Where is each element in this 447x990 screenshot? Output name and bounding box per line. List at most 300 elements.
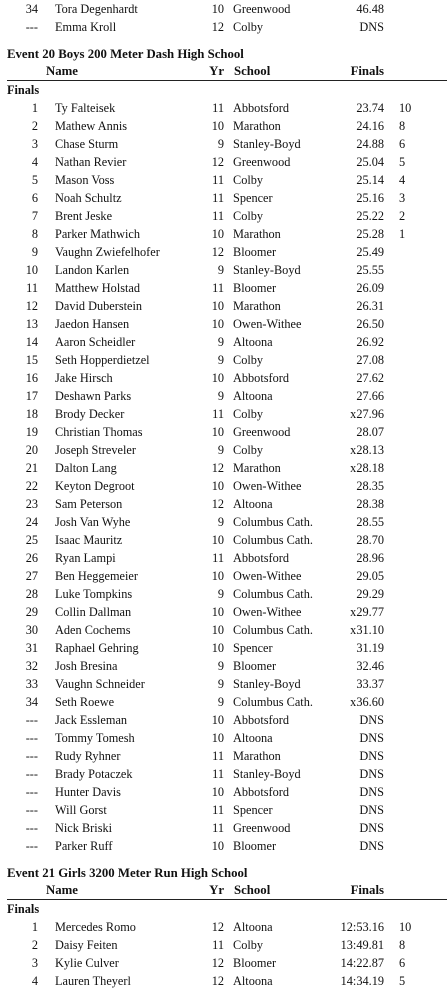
year-cell: 9 — [217, 659, 224, 673]
year-cell: 10 — [211, 227, 224, 241]
school-cell: Abbotsford — [233, 101, 290, 115]
athlete-name: Brady Potaczek — [55, 767, 133, 781]
result-row — [0, 261, 447, 279]
place-cell: 32 — [25, 659, 38, 673]
school-cell: Altoona — [233, 389, 273, 403]
athlete-name: Jake Hirsch — [55, 371, 113, 385]
year-cell: 10 — [211, 479, 224, 493]
result-row — [0, 621, 447, 639]
year-cell: 11 — [212, 101, 224, 115]
result-row — [0, 936, 447, 954]
result-row — [0, 333, 447, 351]
finals-time: x31.10 — [350, 623, 384, 637]
finals-time: 25.49 — [356, 245, 384, 259]
points-cell: 10 — [399, 920, 412, 934]
year-cell: 11 — [212, 551, 224, 565]
place-cell: 9 — [31, 245, 38, 259]
event-20-section-label — [0, 81, 447, 99]
year-cell: 11 — [212, 749, 224, 763]
school-cell: Stanley-Boyd — [233, 767, 301, 781]
result-row — [0, 783, 447, 801]
place-cell: 28 — [25, 587, 38, 601]
result-row — [0, 189, 447, 207]
finals-time: 28.96 — [356, 551, 384, 565]
place-cell: 3 — [31, 956, 38, 970]
year-cell: 12 — [211, 920, 224, 934]
place-cell: 24 — [25, 515, 38, 529]
school-cell: Altoona — [233, 920, 273, 934]
school-cell: Bloomer — [233, 839, 277, 853]
athlete-name: Seth Hopperdietzel — [55, 353, 150, 367]
school-cell: Bloomer — [233, 245, 277, 259]
year-cell: 9 — [217, 587, 224, 601]
place-cell: 2 — [31, 119, 38, 133]
finals-time: 28.35 — [356, 479, 384, 493]
result-row — [0, 513, 447, 531]
place-cell: 1 — [31, 101, 38, 115]
place-cell: 15 — [25, 353, 38, 367]
result-row — [0, 567, 447, 585]
athlete-name: Mathew Annis — [55, 119, 128, 133]
place-cell: --- — [25, 821, 38, 835]
place-cell: 29 — [25, 605, 38, 619]
result-row — [0, 441, 447, 459]
year-cell: 10 — [211, 317, 224, 331]
place-cell: 4 — [31, 155, 38, 169]
athlete-name: Luke Tompkins — [55, 587, 133, 601]
place-cell: --- — [25, 785, 38, 799]
year-cell: 9 — [217, 677, 224, 691]
event-20-column-headers — [0, 63, 447, 81]
athlete-name: Jaedon Hansen — [55, 317, 130, 331]
finals-time: 25.55 — [356, 263, 384, 277]
school-cell: Spencer — [233, 641, 273, 655]
finals-time: 27.08 — [356, 353, 384, 367]
school-cell: Colby — [233, 443, 264, 457]
finals-time: DNS — [359, 839, 384, 853]
finals-time: 24.88 — [356, 137, 384, 151]
year-cell: 10 — [211, 2, 224, 16]
result-row — [0, 225, 447, 243]
year-cell: 10 — [211, 623, 224, 637]
athlete-name: Parker Mathwich — [55, 227, 141, 241]
year-cell: 9 — [217, 353, 224, 367]
place-cell: 34 — [25, 695, 38, 709]
athlete-name: Tommy Tomesh — [55, 731, 135, 745]
athlete-name: Vaughn Zwiefelhofer — [55, 245, 160, 259]
result-row — [0, 135, 447, 153]
school-cell: Abbotsford — [233, 371, 290, 385]
place-cell: 3 — [31, 137, 38, 151]
result-row — [0, 369, 447, 387]
finals-time: DNS — [359, 803, 384, 817]
athlete-name: Rudy Ryhner — [55, 749, 121, 763]
athlete-name: Will Gorst — [55, 803, 107, 817]
result-row — [0, 918, 447, 936]
place-cell: --- — [25, 839, 38, 853]
school-cell: Columbus Cath. — [233, 695, 313, 709]
athlete-name: Dalton Lang — [55, 461, 117, 475]
year-cell: 10 — [211, 713, 224, 727]
place-cell: 22 — [25, 479, 38, 493]
result-row — [0, 837, 447, 855]
result-row — [0, 972, 447, 990]
section-label-text: Finals — [7, 902, 40, 916]
result-row — [0, 729, 447, 747]
athlete-name: Parker Ruff — [55, 839, 113, 853]
place-cell: 20 — [25, 443, 38, 457]
athlete-name: Aden Cochems — [55, 623, 131, 637]
finals-time: 28.55 — [356, 515, 384, 529]
place-cell: 17 — [25, 389, 38, 403]
section-label-text: Finals — [7, 83, 40, 97]
points-cell: 10 — [399, 101, 412, 115]
athlete-name: Hunter Davis — [55, 785, 121, 799]
finals-time: 25.28 — [356, 227, 384, 241]
school-cell: Colby — [233, 173, 264, 187]
school-cell: Stanley-Boyd — [233, 137, 301, 151]
athlete-name: Isaac Mauritz — [55, 533, 123, 547]
finals-time: 32.46 — [356, 659, 384, 673]
athlete-name: Collin Dallman — [55, 605, 132, 619]
year-cell: 11 — [212, 767, 224, 781]
header-school: School — [234, 883, 271, 897]
athlete-name: Lauren Theyerl — [55, 974, 131, 988]
place-cell: --- — [25, 731, 38, 745]
finals-time: 26.31 — [356, 299, 384, 313]
athlete-name: Vaughn Schneider — [55, 677, 145, 691]
finals-time: 26.09 — [356, 281, 384, 295]
place-cell: 14 — [25, 335, 38, 349]
school-cell: Marathon — [233, 461, 281, 475]
school-cell: Bloomer — [233, 281, 277, 295]
points-cell: 4 — [399, 173, 406, 187]
result-row — [0, 387, 447, 405]
school-cell: Greenwood — [233, 425, 291, 439]
finals-time: 25.22 — [356, 209, 384, 223]
school-cell: Columbus Cath. — [233, 533, 313, 547]
header-yr: Yr — [209, 883, 224, 897]
finals-time: 14:34.19 — [340, 974, 384, 988]
school-cell: Spencer — [233, 803, 273, 817]
place-cell: 27 — [25, 569, 38, 583]
school-cell: Spencer — [233, 191, 273, 205]
event-21-title — [0, 864, 447, 882]
school-cell: Altoona — [233, 731, 273, 745]
school-cell: Greenwood — [233, 821, 291, 835]
year-cell: 11 — [212, 938, 224, 952]
year-cell: 11 — [212, 803, 224, 817]
school-cell: Owen-Withee — [233, 569, 302, 583]
place-cell: 11 — [26, 281, 38, 295]
spacer — [0, 855, 447, 864]
finals-time: 26.92 — [356, 335, 384, 349]
school-cell: Abbotsford — [233, 713, 290, 727]
year-cell: 12 — [211, 245, 224, 259]
athlete-name: Ben Heggemeier — [55, 569, 138, 583]
finals-time: 27.62 — [356, 371, 384, 385]
year-cell: 12 — [211, 974, 224, 988]
athlete-name: Jack Essleman — [55, 713, 128, 727]
place-cell: 8 — [31, 227, 38, 241]
result-row — [0, 99, 447, 117]
result-row — [0, 171, 447, 189]
finals-time: DNS — [359, 749, 384, 763]
athlete-name: David Duberstein — [55, 299, 143, 313]
year-cell: 10 — [211, 569, 224, 583]
year-cell: 11 — [212, 281, 224, 295]
school-cell: Marathon — [233, 749, 281, 763]
event-21-results-table — [0, 918, 447, 990]
athlete-name: Mason Voss — [55, 173, 115, 187]
place-cell: 4 — [31, 974, 38, 988]
place-cell: 2 — [31, 938, 38, 952]
athlete-name: Deshawn Parks — [55, 389, 132, 403]
school-cell: Stanley-Boyd — [233, 677, 301, 691]
school-cell: Owen-Withee — [233, 479, 302, 493]
result-row — [0, 297, 447, 315]
finals-time: x28.18 — [350, 461, 384, 475]
event-title-text: Event 21 Girls 3200 Meter Run High School — [7, 866, 248, 880]
year-cell: 9 — [217, 335, 224, 349]
place-cell: 6 — [31, 191, 38, 205]
year-cell: 10 — [211, 299, 224, 313]
year-cell: 10 — [211, 119, 224, 133]
school-cell: Abbotsford — [233, 551, 290, 565]
finals-time: 27.66 — [356, 389, 384, 403]
place-cell: 30 — [25, 623, 38, 637]
year-cell: 12 — [211, 956, 224, 970]
event-20-title — [0, 45, 447, 63]
year-cell: 11 — [212, 209, 224, 223]
year-cell: 10 — [211, 425, 224, 439]
athlete-name: Aaron Scheidler — [55, 335, 136, 349]
athlete-name: Joseph Streveler — [55, 443, 136, 457]
year-cell: 9 — [217, 443, 224, 457]
finals-time: 25.04 — [356, 155, 384, 169]
school-cell: Marathon — [233, 119, 281, 133]
result-row — [0, 603, 447, 621]
athlete-name: Mercedes Romo — [55, 920, 136, 934]
school-cell: Altoona — [233, 974, 273, 988]
place-cell: 33 — [25, 677, 38, 691]
finals-time: 24.16 — [356, 119, 384, 133]
athlete-name: Chase Sturm — [55, 137, 119, 151]
school-cell: Columbus Cath. — [233, 515, 313, 529]
result-row — [0, 351, 447, 369]
school-cell: Owen-Withee — [233, 317, 302, 331]
athlete-name: Kylie Culver — [55, 956, 119, 970]
finals-time: DNS — [359, 713, 384, 727]
athlete-name: Noah Schultz — [55, 191, 122, 205]
finals-time: 28.70 — [356, 533, 384, 547]
place-cell: --- — [25, 713, 38, 727]
finals-time: DNS — [359, 731, 384, 745]
result-row — [0, 639, 447, 657]
athlete-name: Tora Degenhardt — [55, 2, 138, 16]
result-row — [0, 243, 447, 261]
school-cell: Altoona — [233, 497, 273, 511]
year-cell: 12 — [211, 155, 224, 169]
place-cell: 34 — [25, 2, 38, 16]
result-row — [0, 423, 447, 441]
finals-time: 28.38 — [356, 497, 384, 511]
year-cell: 10 — [211, 641, 224, 655]
school-cell: Abbotsford — [233, 785, 290, 799]
finals-time: 13:49.81 — [340, 938, 384, 952]
event-20-results-table — [0, 99, 447, 855]
athlete-name: Sam Peterson — [55, 497, 123, 511]
finals-time: x36.60 — [350, 695, 384, 709]
finals-time: 25.16 — [356, 191, 384, 205]
finals-time: x28.13 — [350, 443, 384, 457]
year-cell: 9 — [217, 695, 224, 709]
points-cell: 8 — [399, 938, 406, 952]
result-row — [0, 954, 447, 972]
points-cell: 3 — [399, 191, 406, 205]
place-cell: 18 — [25, 407, 38, 421]
finals-time: 26.50 — [356, 317, 384, 331]
school-cell: Colby — [233, 407, 264, 421]
year-cell: 10 — [211, 605, 224, 619]
place-cell: 23 — [25, 497, 38, 511]
year-cell: 10 — [211, 785, 224, 799]
points-cell: 5 — [399, 155, 406, 169]
result-row — [0, 459, 447, 477]
year-cell: 10 — [211, 371, 224, 385]
year-cell: 11 — [212, 407, 224, 421]
school-cell: Colby — [233, 20, 264, 34]
finals-time: 33.37 — [356, 677, 384, 691]
finals-time: 29.29 — [356, 587, 384, 601]
place-cell: --- — [25, 749, 38, 763]
header-yr: Yr — [209, 64, 224, 78]
athlete-name: Brody Decker — [55, 407, 125, 421]
year-cell: 9 — [217, 137, 224, 151]
place-cell: 7 — [31, 209, 38, 223]
school-cell: Columbus Cath. — [233, 623, 313, 637]
year-cell: 10 — [211, 533, 224, 547]
result-row — [0, 801, 447, 819]
school-cell: Colby — [233, 353, 264, 367]
result-row — [0, 657, 447, 675]
athlete-name: Nick Briski — [55, 821, 113, 835]
points-cell: 1 — [399, 227, 406, 241]
place-cell: 1 — [31, 920, 38, 934]
athlete-name: Keyton Degroot — [55, 479, 135, 493]
finals-time: 23.74 — [356, 101, 384, 115]
place-cell: 25 — [25, 533, 38, 547]
finals-time: 14:22.87 — [340, 956, 384, 970]
result-row — [0, 711, 447, 729]
school-cell: Owen-Withee — [233, 605, 302, 619]
place-cell: 31 — [25, 641, 38, 655]
finals-time: 25.14 — [356, 173, 384, 187]
header-school: School — [234, 64, 271, 78]
athlete-name: Josh Bresina — [55, 659, 118, 673]
spacer — [0, 36, 447, 45]
school-cell: Colby — [233, 938, 264, 952]
school-cell: Marathon — [233, 299, 281, 313]
school-cell: Greenwood — [233, 2, 291, 16]
athlete-name: Emma Kroll — [55, 20, 117, 34]
event-21-section-label — [0, 900, 447, 918]
place-cell: 13 — [25, 317, 38, 331]
place-cell: --- — [25, 803, 38, 817]
year-cell: 11 — [212, 821, 224, 835]
finals-time: 46.48 — [356, 2, 384, 16]
year-cell: 9 — [217, 389, 224, 403]
finals-time: 29.05 — [356, 569, 384, 583]
result-row — [0, 207, 447, 225]
result-row — [0, 117, 447, 135]
header-name: Name — [46, 64, 78, 78]
header-finals: Finals — [350, 64, 384, 78]
finals-time: DNS — [359, 767, 384, 781]
result-row — [0, 405, 447, 423]
result-row — [0, 765, 447, 783]
athlete-name: Josh Van Wyhe — [55, 515, 131, 529]
result-row — [0, 18, 447, 36]
finals-time: DNS — [359, 20, 384, 34]
year-cell: 10 — [211, 731, 224, 745]
athlete-name: Daisy Feiten — [55, 938, 118, 952]
school-cell: Altoona — [233, 335, 273, 349]
athlete-name: Matthew Holstad — [55, 281, 141, 295]
finals-time: x29.77 — [350, 605, 384, 619]
finals-time: x27.96 — [350, 407, 384, 421]
points-cell: 8 — [399, 119, 406, 133]
place-cell: --- — [25, 20, 38, 34]
result-row — [0, 531, 447, 549]
year-cell: 12 — [211, 497, 224, 511]
result-row — [0, 549, 447, 567]
athlete-name: Raphael Gehring — [55, 641, 139, 655]
athlete-name: Ryan Lampi — [55, 551, 116, 565]
school-cell: Stanley-Boyd — [233, 263, 301, 277]
event-title-text: Event 20 Boys 200 Meter Dash High School — [7, 47, 244, 61]
place-cell: 12 — [25, 299, 38, 313]
result-row — [0, 693, 447, 711]
place-cell: 10 — [25, 263, 38, 277]
place-cell: 19 — [25, 425, 38, 439]
school-cell: Colby — [233, 209, 264, 223]
result-row — [0, 819, 447, 837]
school-cell: Bloomer — [233, 956, 277, 970]
athlete-name: Brent Jeske — [55, 209, 113, 223]
finals-time: DNS — [359, 785, 384, 799]
school-cell: Columbus Cath. — [233, 587, 313, 601]
place-cell: 21 — [25, 461, 38, 475]
points-cell: 6 — [399, 956, 406, 970]
year-cell: 9 — [217, 515, 224, 529]
school-cell: Marathon — [233, 227, 281, 241]
result-row — [0, 279, 447, 297]
finals-time: DNS — [359, 821, 384, 835]
year-cell: 12 — [211, 20, 224, 34]
year-cell: 12 — [211, 461, 224, 475]
place-cell: 5 — [31, 173, 38, 187]
place-cell: 16 — [25, 371, 38, 385]
athlete-name: Ty Falteisek — [55, 101, 116, 115]
year-cell: 11 — [212, 173, 224, 187]
result-row — [0, 477, 447, 495]
event-21-column-headers — [0, 882, 447, 900]
finals-time: 12:53.16 — [340, 920, 384, 934]
finals-time: 31.19 — [356, 641, 384, 655]
athlete-name: Landon Karlen — [55, 263, 130, 277]
result-row — [0, 0, 447, 18]
